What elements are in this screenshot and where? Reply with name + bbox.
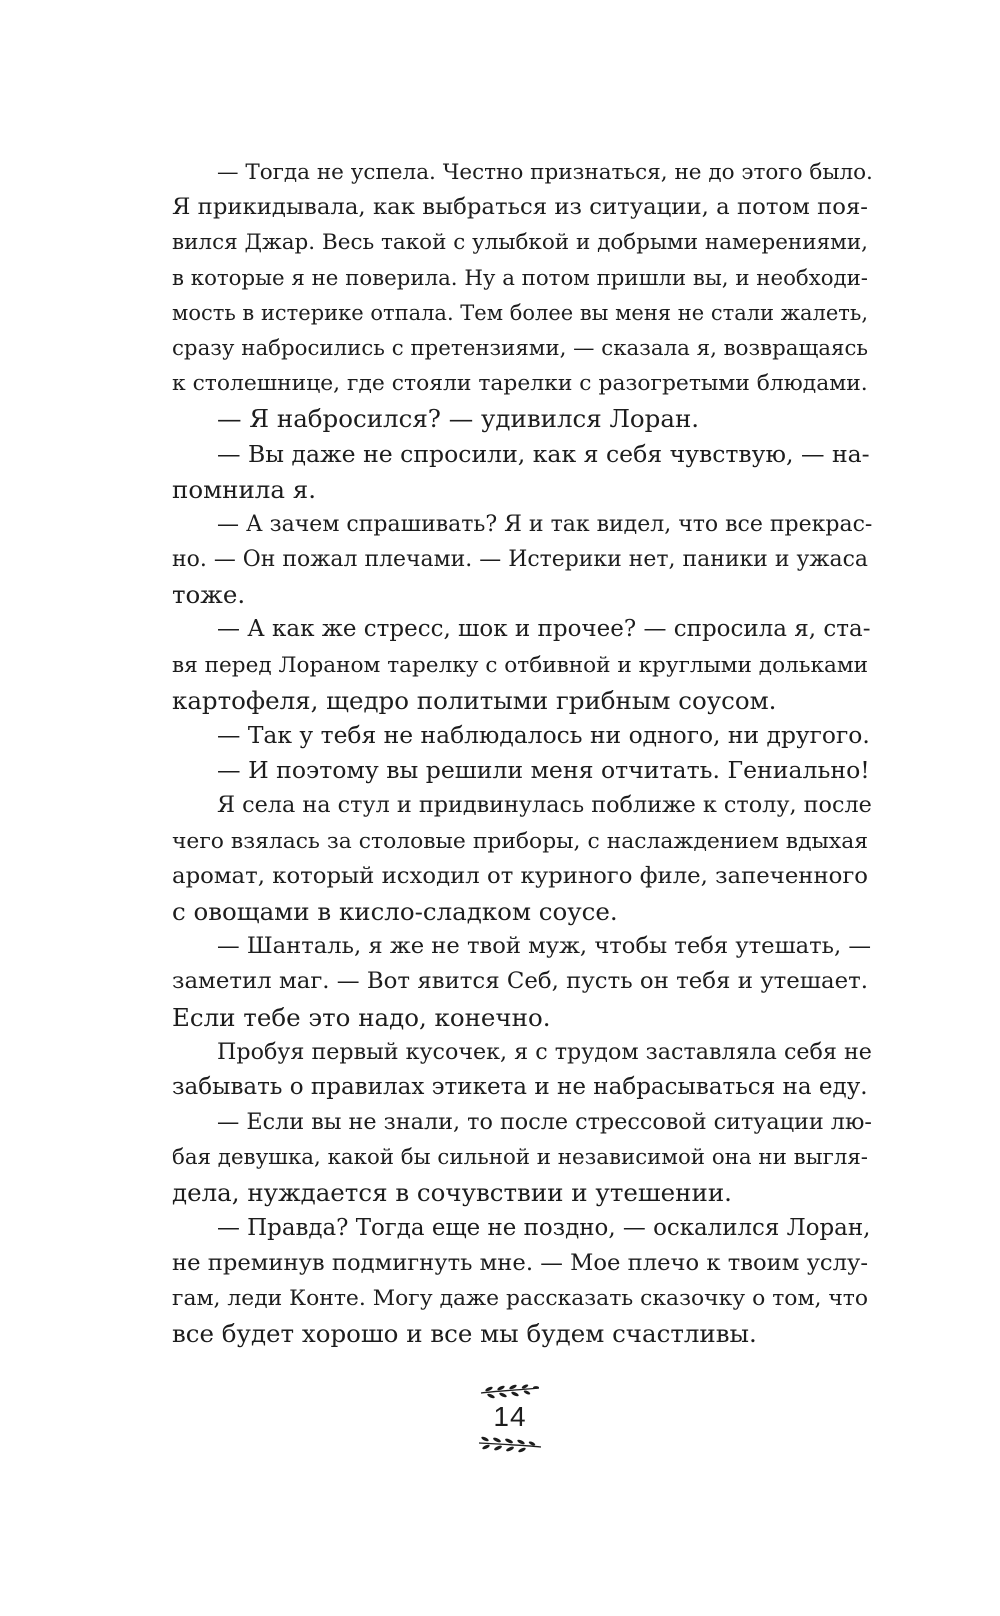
text-line: с овощами в кисло-сладком соусе. bbox=[172, 896, 618, 926]
text-line: в которые я не поверила. Ну а потом пришли вы, и необходи- bbox=[172, 265, 868, 291]
text-line: тоже. bbox=[172, 580, 246, 610]
text-line: к столешнице, где стояли тарелки с разогретыми блюдами. bbox=[172, 371, 868, 397]
text-line: Я прикидывала, как выбраться из ситуации, а потом поя- bbox=[172, 194, 868, 221]
text-line: забывать о правилах этикета и не набрасываться на еду. bbox=[172, 1073, 868, 1100]
text-line: Если тебе это надо, конечно. bbox=[172, 1002, 551, 1032]
text-line: сразу набросились с претензиями, — сказала я, возвращаясь bbox=[172, 335, 868, 361]
body-text bbox=[172, 155, 873, 1351]
text-line: помнила я. bbox=[172, 474, 316, 504]
text-line: чего взялась за столовые приборы, с наслаждением вдыхая bbox=[172, 828, 868, 854]
page-number: 14 bbox=[493, 1401, 527, 1432]
text-line: — Так у тебя не наблюдалось ни одного, ни другого. bbox=[217, 721, 870, 749]
text-line: мость в истерике отпала. Тем более вы меня не стали жалеть, bbox=[172, 300, 868, 325]
text-line: — Я набросился? — удивился Лоран. bbox=[217, 404, 700, 434]
folio bbox=[470, 1383, 550, 1473]
text-line: заметил маг. — Вот явится Себ, пусть он тебя и утешает. bbox=[172, 968, 868, 995]
text-line: — Если вы не знали, то после стрессовой ситуации лю- bbox=[217, 1109, 872, 1136]
text-line: картофеля, щедро политыми грибным соусом. bbox=[172, 685, 777, 715]
text-line: не преминув подмигнуть мне. — Мое плечо к твоим услу- bbox=[172, 1249, 868, 1276]
text-line: — И поэтому вы решили меня отчитать. Гениально! bbox=[217, 756, 870, 785]
text-line: — Тогда не успела. Честно признаться, не до этого было. bbox=[217, 160, 873, 185]
text-line: Я села на стул и придвинулась поближе к столу, после bbox=[217, 792, 872, 819]
bottom-leaf-ornament-icon bbox=[477, 1435, 543, 1453]
text-line: но. — Он пожал плечами. — Истерики нет, паники и ужаса bbox=[172, 547, 868, 573]
text-line: все будет хорошо и все мы будем счастливы. bbox=[172, 1319, 757, 1349]
text-line: Пробуя первый кусочек, я с трудом заставляла себя не bbox=[217, 1038, 872, 1065]
text-line: — А как же стресс, шок и прочее? — спросила я, ста- bbox=[217, 616, 871, 643]
text-line: — Правда? Тогда еще не поздно, — оскалился Лоран, bbox=[217, 1214, 871, 1241]
text-line: бая девушка, какой бы сильной и независимой она ни выгля- bbox=[172, 1145, 868, 1171]
text-line: аромат, который исходил от куриного филе, запеченного bbox=[172, 862, 868, 889]
text-line: — А зачем спрашивать? Я и так видел, что все прекрас- bbox=[217, 511, 873, 537]
top-leaf-ornament-icon bbox=[479, 1383, 541, 1399]
text-line: гам, леди Конте. Могу даже рассказать сказочку о том, что bbox=[172, 1286, 869, 1311]
text-line: — Шанталь, я же не твой муж, чтобы тебя утешать, — bbox=[217, 933, 872, 960]
text-line: вился Джар. Весь такой с улыбкой и добрыми намерениями, bbox=[172, 230, 868, 256]
text-line: — Вы даже не спросили, как я себя чувствую, — на- bbox=[217, 439, 870, 468]
text-line: дела, нуждается в сочувствии и утешении. bbox=[172, 1178, 732, 1208]
text-line: вя перед Лораном тарелку с отбивной и круглыми дольками bbox=[172, 652, 869, 678]
